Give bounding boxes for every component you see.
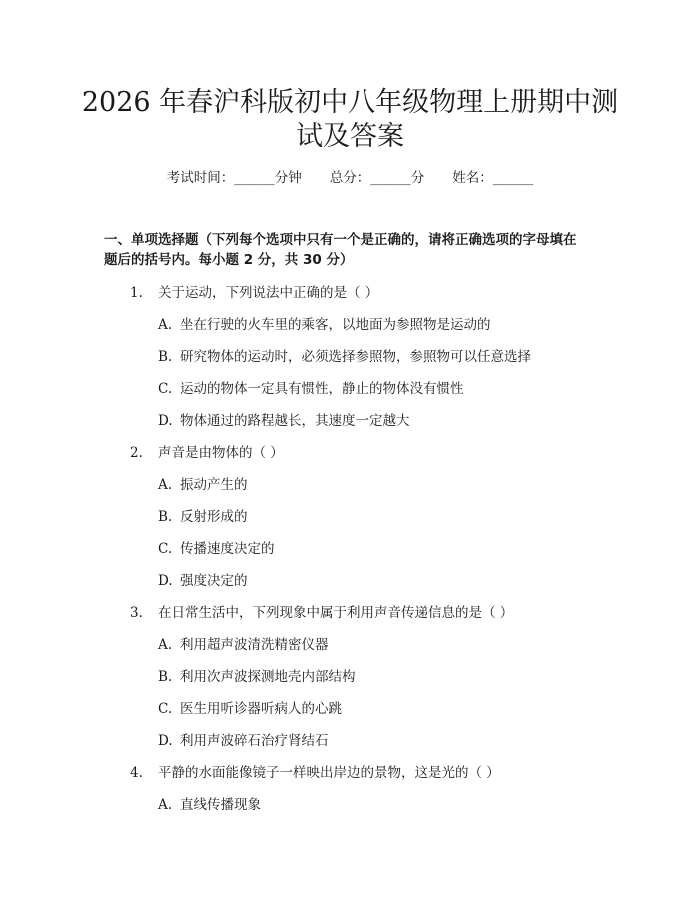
option-letter: C.: [158, 701, 173, 717]
question-number: 1.: [130, 285, 143, 301]
question-1-option-b: [158, 347, 531, 367]
question-3-option-c: [158, 699, 342, 719]
option-letter: C.: [158, 541, 173, 557]
question-4-option-a: [158, 795, 261, 815]
option-letter: D.: [158, 573, 173, 589]
question-3-option-d: [158, 731, 329, 751]
option-text: 反射形成的: [180, 509, 248, 525]
option-text: 运动的物体一定具有惯性，静止的物体没有惯性: [180, 381, 464, 397]
question-stem: 平静的水面能像镜子一样映出岸边的景物，这是光的（ ）: [158, 765, 500, 781]
question-stem: 在日常生活中，下列现象中属于利用声音传递信息的是（ ）: [158, 605, 514, 621]
question-1-option-c: [158, 379, 464, 399]
total-score-field: 总分：______分: [329, 170, 425, 186]
option-text: 坐在行驶的火车里的乘客，以地面为参照物是运动的: [180, 317, 491, 333]
option-text: 利用超声波清洗精密仪器: [180, 637, 329, 653]
option-letter: A.: [158, 317, 173, 333]
option-text: 振动产生的: [180, 477, 248, 493]
question-3-option-a: [158, 635, 329, 655]
question-2-option-b: [158, 507, 248, 527]
question-number: 3.: [130, 605, 143, 621]
question-2-option-a: [158, 475, 248, 495]
option-text: 医生用听诊器听病人的心跳: [180, 701, 342, 717]
question-2-option-d: [158, 571, 248, 591]
question-stem: 声音是由物体的（ ）: [158, 445, 284, 461]
question-number: 4.: [130, 765, 143, 781]
option-letter: A.: [158, 637, 173, 653]
question-1-option-d: [158, 411, 410, 431]
option-letter: B.: [158, 509, 173, 525]
option-letter: B.: [158, 349, 173, 365]
exam-meta-row: [0, 168, 700, 188]
document-title-line-2: 试及答案: [296, 121, 404, 152]
option-text: 直线传播现象: [180, 797, 261, 813]
option-text: 传播速度决定的: [180, 541, 275, 557]
question-3-option-b: [158, 667, 356, 687]
student-name-field: 姓名：______: [452, 170, 534, 186]
question-1-option-a: [158, 315, 491, 335]
option-letter: D.: [158, 733, 173, 749]
section-heading-line-1: 一、单项选择题（下列每个选项中只有一个是正确的，请将正确选项的字母填在: [104, 232, 577, 248]
option-text: 利用次声波探测地壳内部结构: [180, 669, 356, 685]
option-text: 物体通过的路程越长，其速度一定越大: [180, 413, 410, 429]
option-text: 研究物体的运动时，必须选择参照物，参照物可以任意选择: [180, 349, 531, 365]
question-2-option-c: [158, 539, 275, 559]
document-title-line-1: 2026 年春沪科版初中八年级物理上册期中测: [81, 87, 619, 118]
option-letter: A.: [158, 797, 173, 813]
option-text: 强度决定的: [180, 573, 248, 589]
option-text: 利用声波碎石治疗肾结石: [180, 733, 329, 749]
section-heading-line-2: 题后的括号内。每小题 2 分，共 30 分）: [104, 252, 354, 268]
question-number: 2.: [130, 445, 143, 461]
option-letter: D.: [158, 413, 173, 429]
exam-time-field: 考试时间：______分钟: [166, 170, 302, 186]
question-stem: 关于运动，下列说法中正确的是（ ）: [158, 285, 379, 301]
option-letter: A.: [158, 477, 173, 493]
option-letter: B.: [158, 669, 173, 685]
option-letter: C.: [158, 381, 173, 397]
